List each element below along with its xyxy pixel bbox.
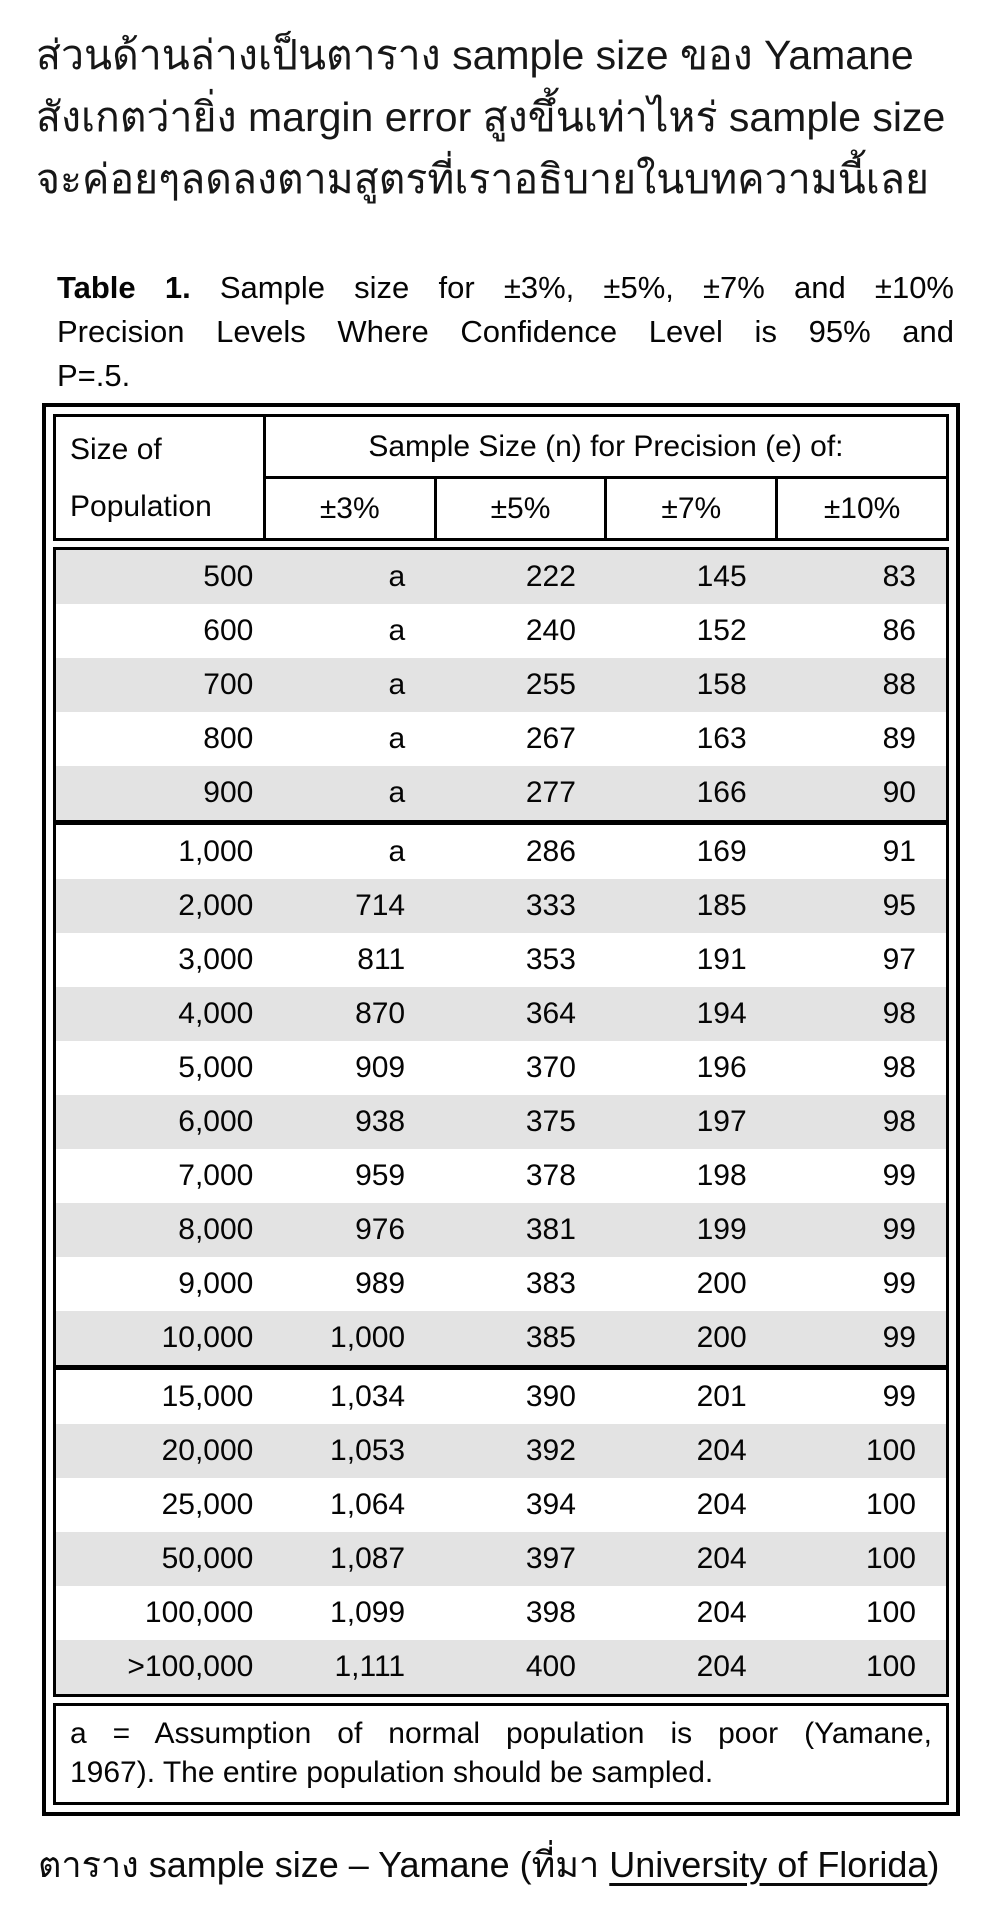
sample-size-cell: 385 (525, 1321, 576, 1354)
sample-size-cell: 199 (696, 1213, 747, 1246)
sample-size-cell: 90 (882, 776, 916, 809)
sample-size-cell: 938 (355, 1105, 406, 1138)
table-row (55, 879, 948, 933)
intro-line-3: จะค่อยๆลดลงตามสูตรที่เราอธิบายในบทความนี้เลย (36, 156, 929, 202)
table-title-line-1 (57, 266, 954, 310)
intro-line-1: ส่วนด้านล่างเป็นตาราง sample size ของ Yamane (36, 32, 914, 78)
sample-size-cell: 381 (525, 1213, 576, 1246)
intro-paragraph (36, 24, 986, 210)
sample-size-cell: a (388, 668, 406, 701)
table-number-label: Table 1. (57, 270, 191, 305)
sample-size-cell: 222 (525, 560, 576, 593)
sample-size-cell: 99 (882, 1213, 916, 1246)
population-cell: 9,000 (178, 1267, 254, 1300)
table-row (55, 604, 948, 658)
sample-size-cell: 375 (525, 1105, 576, 1138)
table-title-line-2: Precision Levels Where Confidence Level is 95% and (57, 314, 954, 349)
sample-size-cell: 200 (696, 1267, 747, 1300)
precision-col-3pct: ±3% (264, 478, 435, 540)
precision-col-10pct: ±10% (777, 478, 948, 540)
table-row (55, 766, 948, 823)
table-title (57, 266, 954, 398)
sample-size-cell: 370 (525, 1051, 576, 1084)
sample-size-cell: 196 (696, 1051, 747, 1084)
table-row (55, 1586, 948, 1640)
sample-size-cell: 169 (606, 823, 777, 880)
sample-size-cell: 255 (525, 668, 576, 701)
table-row (55, 987, 948, 1041)
table-title-line-3: P=.5. (57, 358, 131, 393)
table-row (55, 1149, 948, 1203)
footnote-line-2: 1967). The entire population should be sampled. (70, 1756, 714, 1789)
population-cell: 2,000 (178, 889, 254, 922)
table-row (55, 1041, 948, 1095)
table-row (55, 823, 948, 880)
sample-size-cell: a (388, 722, 406, 755)
sample-size-cell: 201 (606, 1368, 777, 1425)
sample-size-cell: 158 (696, 668, 747, 701)
table-row (55, 1532, 948, 1586)
sample-size-cell: 200 (696, 1321, 747, 1354)
sample-size-cell: 86 (882, 614, 916, 647)
sample-size-cell: 99 (882, 1267, 916, 1300)
table-row (55, 1257, 948, 1311)
sample-size-cell: 392 (525, 1434, 576, 1467)
sample-size-cell: 811 (357, 943, 406, 976)
sample-size-cell: 390 (435, 1368, 606, 1425)
table-row (55, 1311, 948, 1368)
sample-size-cell: 989 (355, 1267, 406, 1300)
population-cell: 900 (203, 776, 254, 809)
table-row (55, 1368, 948, 1425)
table-row (55, 1478, 948, 1532)
table-row (55, 549, 948, 605)
sample-size-cell: 204 (696, 1434, 747, 1467)
population-cell: 100,000 (144, 1596, 254, 1629)
population-cell: 20,000 (161, 1434, 254, 1467)
sample-size-cell: 91 (777, 823, 948, 880)
sample-size-cell: 204 (696, 1596, 747, 1629)
sample-size-cell: a (264, 823, 435, 880)
header-row-1 (55, 416, 948, 478)
sample-size-cell: a (388, 560, 406, 593)
sample-size-cell: a (388, 614, 406, 647)
sample-size-cell: 166 (696, 776, 747, 809)
sample-size-cell: 378 (525, 1159, 576, 1192)
sample-size-cell: 88 (882, 668, 916, 701)
sample-size-cell: 333 (525, 889, 576, 922)
population-cell: 1,000 (55, 823, 265, 880)
sample-size-cell: 909 (355, 1051, 406, 1084)
population-header-line-1: Size of (70, 432, 162, 466)
intro-line-2: สังเกตว่ายิ่ง margin error สูงขึ้นเท่าไหร่ sample size (36, 94, 946, 140)
population-header-line-2: Population (70, 489, 212, 523)
sample-size-cell: 397 (525, 1542, 576, 1575)
population-cell: 5,000 (178, 1051, 254, 1084)
population-cell: 10,000 (161, 1321, 254, 1354)
sample-size-cell: 959 (355, 1159, 406, 1192)
sample-size-cell: 98 (882, 997, 916, 1030)
sample-size-cell: 394 (525, 1488, 576, 1521)
population-header-cell (55, 416, 265, 540)
sample-size-cell: 197 (696, 1105, 747, 1138)
sample-size-cell: 277 (525, 776, 576, 809)
sample-size-cell: 1,087 (330, 1542, 406, 1575)
population-cell: 7,000 (178, 1159, 254, 1192)
sample-size-cell: 1,064 (330, 1488, 406, 1521)
sample-size-cell: 83 (882, 560, 916, 593)
table-row (55, 658, 948, 712)
population-cell: 8,000 (178, 1213, 254, 1246)
sample-size-cell: 1,099 (330, 1596, 406, 1629)
sample-size-cell: 400 (525, 1650, 576, 1683)
sample-size-cell: 100 (865, 1488, 916, 1521)
sample-size-cell: 364 (525, 997, 576, 1030)
sample-size-cell: 383 (525, 1267, 576, 1300)
sample-size-cell: 95 (882, 889, 916, 922)
sample-size-cell: 100 (865, 1650, 916, 1683)
sample-size-cell: 97 (882, 943, 916, 976)
population-cell: 50,000 (161, 1542, 254, 1575)
table-row (55, 933, 948, 987)
table-title-line-1-rest: Sample size for ±3%, ±5%, ±7% and ±10% (190, 270, 954, 305)
sample-size-cell: 99 (882, 1159, 916, 1192)
sample-size-cell: 204 (696, 1542, 747, 1575)
sample-size-cell: 100 (865, 1542, 916, 1575)
population-cell: 25,000 (161, 1488, 254, 1521)
population-cell: 700 (203, 668, 254, 701)
sample-size-cell: 98 (882, 1105, 916, 1138)
sample-size-cell: 1,000 (330, 1321, 406, 1354)
caption-suffix: ) (927, 1844, 940, 1885)
sample-size-cell: 191 (696, 943, 747, 976)
sample-size-cell: 145 (696, 560, 747, 593)
sample-size-cell: 204 (696, 1650, 747, 1683)
sample-size-cell: 163 (696, 722, 747, 755)
table-row (55, 1203, 948, 1257)
body-table-rows (55, 549, 948, 1696)
table-row (55, 1640, 948, 1696)
population-cell: 4,000 (178, 997, 254, 1030)
sample-size-cell: 286 (435, 823, 606, 880)
sample-size-cell: 152 (696, 614, 747, 647)
sample-size-cell: 185 (696, 889, 747, 922)
sample-size-table (42, 403, 960, 1816)
caption-prefix: ตาราง sample size – Yamane (ที่มา (38, 1844, 610, 1885)
sample-size-cell: 714 (355, 889, 406, 922)
table-row (55, 1095, 948, 1149)
table-row (55, 1424, 948, 1478)
table-row (55, 712, 948, 766)
sample-size-cell: 198 (696, 1159, 747, 1192)
sample-size-cell: a (388, 776, 406, 809)
sample-size-cell: 100 (865, 1434, 916, 1467)
sample-size-cell: 240 (525, 614, 576, 647)
population-cell: 15,000 (55, 1368, 265, 1425)
body-table (53, 547, 949, 1697)
sample-size-cell: 976 (355, 1213, 406, 1246)
precision-col-7pct: ±7% (606, 478, 777, 540)
population-cell: 600 (203, 614, 254, 647)
source-link[interactable]: University of Florida (609, 1844, 928, 1885)
sample-size-cell: 267 (525, 722, 576, 755)
precision-col-5pct: ±5% (435, 478, 606, 540)
sample-size-cell: 870 (355, 997, 406, 1030)
sample-size-cell: 98 (882, 1051, 916, 1084)
table-footnote (53, 1703, 949, 1805)
sample-size-cell: 194 (696, 997, 747, 1030)
sample-size-cell: 1,111 (334, 1650, 406, 1683)
table-header (53, 414, 949, 541)
sample-size-cell: 353 (525, 943, 576, 976)
sample-size-cell: 1,053 (330, 1434, 406, 1467)
population-cell: 500 (203, 560, 254, 593)
sample-size-cell: 204 (696, 1488, 747, 1521)
sample-size-cell: 99 (882, 1321, 916, 1354)
population-cell: 800 (203, 722, 254, 755)
sample-size-cell: 89 (882, 722, 916, 755)
population-cell: 6,000 (178, 1105, 254, 1138)
sample-size-cell: 100 (865, 1596, 916, 1629)
precision-span-header: Sample Size (n) for Precision (e) of: (264, 416, 947, 478)
footnote-line-1: a = Assumption of normal population is poor (Yamane, (70, 1717, 932, 1750)
population-cell: 3,000 (178, 943, 254, 976)
population-cell: >100,000 (127, 1650, 254, 1683)
sample-size-cell: 99 (777, 1368, 948, 1425)
sample-size-cell: 398 (525, 1596, 576, 1629)
sample-size-cell: 1,034 (264, 1368, 435, 1425)
image-caption (38, 1840, 988, 1890)
